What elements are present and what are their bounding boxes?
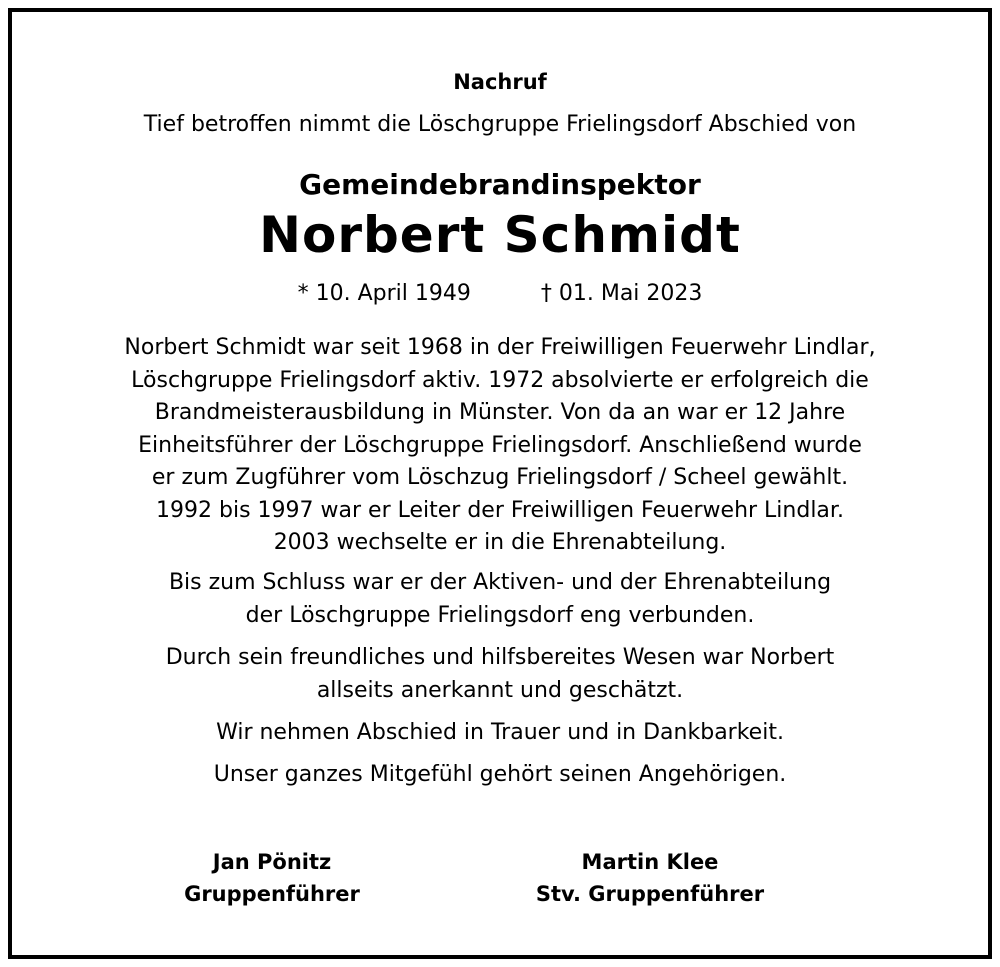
- biography-paragraph: [0, 332, 1000, 560]
- text-line: 1992 bis 1997 war er Leiter der Freiwilligen Feuerwehr Lindlar.: [156, 497, 844, 523]
- text-line: Durch sein freundliches und hilfsbereites Wesen war Norbert: [165, 645, 835, 670]
- signature-block-left: [122, 846, 422, 910]
- obituary-title: Nachruf: [453, 70, 547, 94]
- text-line: der Löschgruppe Frielingsdorf eng verbunden.: [245, 602, 755, 628]
- deceased-name: Norbert Schmidt: [259, 206, 741, 264]
- text-line: er zum Zugführer vom Löschzug Frielingsdorf / Scheel gewählt.: [151, 465, 849, 490]
- condolence-line: Unser ganzes Mitgefühl gehört seinen Angehörigen.: [213, 762, 787, 787]
- text-line: Brandmeisterausbildung in Münster. Von da an war er 12 Jahre: [154, 400, 846, 425]
- text-line: allseits anerkannt und geschätzt.: [316, 677, 684, 703]
- text-line: Bis zum Schluss war er der Aktiven- und der Ehrenabteilung: [168, 570, 832, 595]
- death-date: † 01. Mai 2023: [540, 281, 703, 306]
- signatory-role: Stv. Gruppenführer: [535, 882, 765, 906]
- text-line: Einheitsführer der Löschgruppe Frielingsdorf. Anschließend wurde: [138, 432, 862, 458]
- birth-date: * 10. April 1949: [297, 281, 471, 306]
- signature-block-right: [500, 846, 800, 910]
- life-dates: [0, 281, 1000, 306]
- deceased-rank: Gemeindebrandinspektor: [299, 168, 701, 201]
- connection-paragraph: [0, 567, 1000, 632]
- signatory-name: Jan Pönitz: [212, 850, 332, 874]
- text-line: Norbert Schmidt war seit 1968 in der Freiwilligen Feuerwehr Lindlar,: [124, 335, 876, 360]
- signatory-role: Gruppenführer: [184, 882, 360, 906]
- signatory-name: Martin Klee: [581, 850, 719, 874]
- character-paragraph: [0, 642, 1000, 707]
- intro-line: Tief betroffen nimmt die Löschgruppe Frielingsdorf Abschied von: [143, 112, 857, 137]
- text-line: 2003 wechselte er in die Ehrenabteilung.: [273, 530, 727, 555]
- farewell-line: Wir nehmen Abschied in Trauer und in Dankbarkeit.: [216, 720, 784, 745]
- text-line: Löschgruppe Frielingsdorf aktiv. 1972 absolvierte er erfolgreich die: [131, 367, 869, 393]
